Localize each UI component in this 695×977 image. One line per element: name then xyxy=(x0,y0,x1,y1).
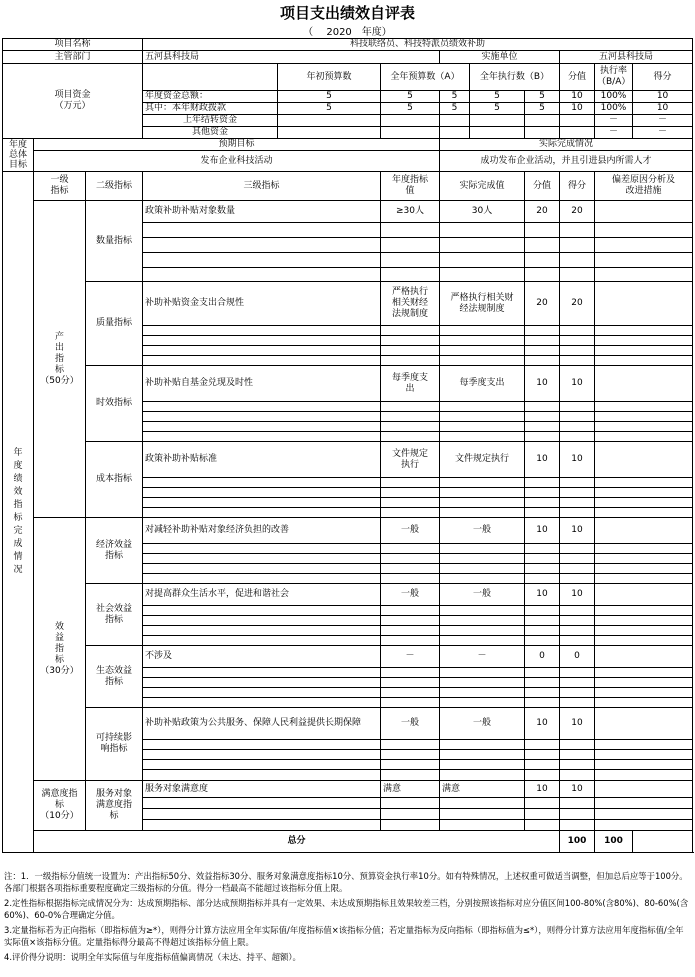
funds-cell: 5 xyxy=(470,103,525,115)
indicator-header: 一级 指标 xyxy=(34,172,86,201)
dept-label: 主管部门 xyxy=(3,51,143,64)
indicator-remark xyxy=(595,201,693,223)
indicator-score: 10 xyxy=(525,584,560,606)
output-indicator-label: 产 出 指 标 （50分） xyxy=(34,201,86,518)
indicator-score: 20 xyxy=(525,201,560,223)
indicator-remark xyxy=(595,442,693,478)
note-4: 4.评价得分说明：说明全年实际值与年度指标值偏离情况（未达、持平、超额）。 xyxy=(4,952,301,962)
indicator-row xyxy=(3,366,693,402)
indicator-remark xyxy=(595,781,693,798)
funds-header-exec: 全年执行数（B） xyxy=(470,64,560,91)
indicator-got: 10 xyxy=(560,584,595,606)
notes-section xyxy=(4,870,690,966)
goals-content-row xyxy=(3,151,693,172)
indicator-target: 严格执行 相关财经 法规制度 xyxy=(381,282,440,326)
indicator-header-row xyxy=(3,172,693,201)
funds-cell xyxy=(470,115,525,127)
indicator-item: 对提高群众生活水平，促进和谐社会 xyxy=(143,584,381,606)
indicator-got: 20 xyxy=(560,201,595,223)
indicator-target: 一般 xyxy=(381,518,440,544)
dept-value: 五河县科技局 xyxy=(143,51,440,64)
funds-cell: － xyxy=(595,115,633,127)
indicator-actual: 每季度支出 xyxy=(440,366,525,402)
indicator-actual: 一般 xyxy=(440,708,525,740)
note-1: 注：1．一级指标分值统一设置为：产出指标50分、效益指标30分、服务对象满意度指标10分、预算资金执行率10分。如有特殊情况，上述权重可做适当调整，但加总后应等于100分。各部门根据各项指标重要程度确定三级指标的分值。得分一档最高不能超过该指标分值上限。 xyxy=(4,871,688,893)
impl-label: 实施单位 xyxy=(440,51,560,64)
indicator-item: 补助补贴资金支出合规性 xyxy=(143,282,381,326)
funds-cell: 5 xyxy=(381,91,440,103)
group-label: 生态效益 指标 xyxy=(86,646,143,708)
funds-cell xyxy=(381,127,440,139)
indicator-side-label: 年 度 绩 效 指 标 完 成 情 况 xyxy=(3,172,34,853)
funds-cell: 100% xyxy=(595,91,633,103)
indicator-target: 每季度支 出 xyxy=(381,366,440,402)
funds-cell xyxy=(560,127,595,139)
funds-cell xyxy=(278,127,381,139)
note-2: 2.定性指标根据指标完成情况分为：达成预期指标、部分达成预期指标并具有一定效果、未达成预期指标且效果较差三档，分别按照该指标对应分值区间100-80%(含80%)、80-60%(含60%)、60-0%合理确定分值。 xyxy=(4,898,689,920)
indicator-got: 10 xyxy=(560,708,595,740)
group-label: 经济效益 指标 xyxy=(86,518,143,584)
indicator-score: 10 xyxy=(525,518,560,544)
indicator-score: 10 xyxy=(525,708,560,740)
indicator-got: 10 xyxy=(560,518,595,544)
funds-row-label: 上年结转资金 xyxy=(143,115,278,127)
funds-row-label: 其中：本年财政拨款 xyxy=(143,103,278,115)
funds-cell: 5 xyxy=(381,103,440,115)
indicator-row xyxy=(3,584,693,606)
funds-header-row xyxy=(3,64,693,91)
indicator-header: 二级指标 xyxy=(86,172,143,201)
indicator-header: 分值 xyxy=(525,172,560,201)
funds-label: 项目资金 （万元） xyxy=(3,64,143,139)
funds-header-blank xyxy=(143,64,278,91)
total-remark xyxy=(633,831,693,853)
goals-actual-label: 实际完成情况 xyxy=(440,139,693,151)
indicator-actual: 满意 xyxy=(440,781,525,798)
indicator-target: 满意 xyxy=(381,781,440,798)
group-label: 成本指标 xyxy=(86,442,143,518)
indicator-item: 补助补贴政策为公共服务、保障人民利益提供长期保障 xyxy=(143,708,381,740)
goals-label: 年度 总体 目标 xyxy=(3,139,34,172)
indicator-score: 10 xyxy=(525,442,560,478)
funds-cell: 5 xyxy=(278,91,381,103)
indicator-remark xyxy=(595,646,693,668)
indicator-header: 年度指标 值 xyxy=(381,172,440,201)
indicator-item: 政策补助补贴标准 xyxy=(143,442,381,478)
funds-cell xyxy=(525,115,560,127)
indicator-remark xyxy=(595,282,693,326)
funds-row-label: 年度资金总额： xyxy=(143,91,278,103)
indicator-score: 10 xyxy=(525,366,560,402)
indicator-got: 0 xyxy=(560,646,595,668)
funds-cell: 5 xyxy=(525,103,560,115)
indicator-actual: 一般 xyxy=(440,584,525,606)
indicator-target: 文件规定 执行 xyxy=(381,442,440,478)
indicator-target: 一般 xyxy=(381,708,440,740)
year-line: （ 2020 年度） xyxy=(303,27,392,38)
funds-header-score: 分值 xyxy=(560,64,595,91)
total-got: 100 xyxy=(595,831,633,853)
funds-row-label: 其他资金 xyxy=(143,127,278,139)
indicator-got: 10 xyxy=(560,366,595,402)
project-name-row xyxy=(3,39,693,51)
indicator-item: 不涉及 xyxy=(143,646,381,668)
goals-actual: 成功发布企业活动，并且引进县内所需人才 xyxy=(440,151,693,172)
funds-cell: － xyxy=(595,127,633,139)
funds-cell xyxy=(470,127,525,139)
goals-expected: 发布企业科技活动 xyxy=(34,151,440,172)
indicator-actual: 一般 xyxy=(440,518,525,544)
total-score: 100 xyxy=(560,831,595,853)
funds-cell xyxy=(381,115,440,127)
funds-cell xyxy=(560,115,595,127)
indicator-remark xyxy=(595,708,693,740)
funds-header-rate: 执行率 （B/A） xyxy=(595,64,633,91)
indicator-actual: 30人 xyxy=(440,201,525,223)
group-label: 可持续影 响指标 xyxy=(86,708,143,781)
funds-cell: 5 xyxy=(470,91,525,103)
funds-cell xyxy=(440,127,470,139)
funds-header-got: 得分 xyxy=(633,64,693,91)
note-3: 3.定量指标若为正向指标（即指标值为≥*），则得分计算方法应用全年实际值/年度指标值×该指标分值；若定量指标为反向指标（即指标值为≤*），则得分计算方法应用年度指标值/全年实际值×该指标分值。定量指标得分最高不得超过该指标分值上限。 xyxy=(4,925,684,947)
group-label: 时效指标 xyxy=(86,366,143,442)
funds-cell: 10 xyxy=(560,103,595,115)
self-evaluation-table xyxy=(2,38,693,853)
indicator-row xyxy=(3,781,693,798)
indicator-item: 政策补助补贴对象数量 xyxy=(143,201,381,223)
project-name-label: 项目名称 xyxy=(3,39,143,51)
funds-cell: 5 xyxy=(440,103,470,115)
funds-cell: 5 xyxy=(525,91,560,103)
goals-expected-label: 预期目标 xyxy=(34,139,440,151)
benefit-indicator-label: 效 益 指 标 （30分） xyxy=(34,518,86,781)
indicator-row xyxy=(3,282,693,326)
group-label: 服务对象 满意度指 标 xyxy=(86,781,143,831)
dept-row xyxy=(3,51,693,64)
group-label: 社会效益 指标 xyxy=(86,584,143,646)
indicator-actual: 文件规定执行 xyxy=(440,442,525,478)
indicator-row xyxy=(3,708,693,740)
funds-cell xyxy=(278,115,381,127)
indicator-header: 实际完成值 xyxy=(440,172,525,201)
indicator-got: 10 xyxy=(560,781,595,798)
funds-cell: － xyxy=(633,115,693,127)
indicator-score: 20 xyxy=(525,282,560,326)
indicator-header: 偏差原因分析及 改进措施 xyxy=(595,172,693,201)
indicator-score: 10 xyxy=(525,781,560,798)
indicator-header: 三级指标 xyxy=(143,172,381,201)
funds-cell: － xyxy=(633,127,693,139)
indicator-row xyxy=(3,442,693,478)
total-row xyxy=(3,831,693,853)
indicator-got: 10 xyxy=(560,442,595,478)
indicator-score: 0 xyxy=(525,646,560,668)
indicator-row xyxy=(3,201,693,223)
indicator-item: 补助补贴自基金兑现及时性 xyxy=(143,366,381,402)
funds-header-budget: 全年预算数（A） xyxy=(381,64,470,91)
indicator-remark xyxy=(595,366,693,402)
funds-cell: 5 xyxy=(440,91,470,103)
indicator-actual: 严格执行相关财 经法规制度 xyxy=(440,282,525,326)
impl-value: 五河县科技局 xyxy=(560,51,693,64)
funds-cell: 100% xyxy=(595,103,633,115)
indicator-actual: － xyxy=(440,646,525,668)
indicator-remark xyxy=(595,518,693,544)
project-name-value: 科技联络员、科技特派员绩效补助 xyxy=(143,39,693,51)
page-title: 项目支出绩效自评表 xyxy=(279,4,415,22)
group-label: 质量指标 xyxy=(86,282,143,366)
funds-cell: 10 xyxy=(560,91,595,103)
funds-cell xyxy=(525,127,560,139)
indicator-target: － xyxy=(381,646,440,668)
indicator-item: 服务对象满意度 xyxy=(143,781,381,798)
indicator-item: 对减轻补助补贴对象经济负担的改善 xyxy=(143,518,381,544)
indicator-header: 得分 xyxy=(560,172,595,201)
funds-cell xyxy=(440,115,470,127)
indicator-row xyxy=(3,518,693,544)
indicator-row xyxy=(3,646,693,668)
funds-cell: 10 xyxy=(633,103,693,115)
funds-header-initial: 年初预算数 xyxy=(278,64,381,91)
total-label: 总分 xyxy=(34,831,560,853)
group-label: 数量指标 xyxy=(86,201,143,282)
indicator-got: 20 xyxy=(560,282,595,326)
funds-cell: 5 xyxy=(278,103,381,115)
indicator-remark xyxy=(595,584,693,606)
indicator-target: 一般 xyxy=(381,584,440,606)
indicator-target: ≥30人 xyxy=(381,201,440,223)
satisfaction-indicator-label: 满意度指 标 （10分） xyxy=(34,781,86,831)
funds-cell: 10 xyxy=(633,91,693,103)
goals-header-row xyxy=(3,139,693,151)
